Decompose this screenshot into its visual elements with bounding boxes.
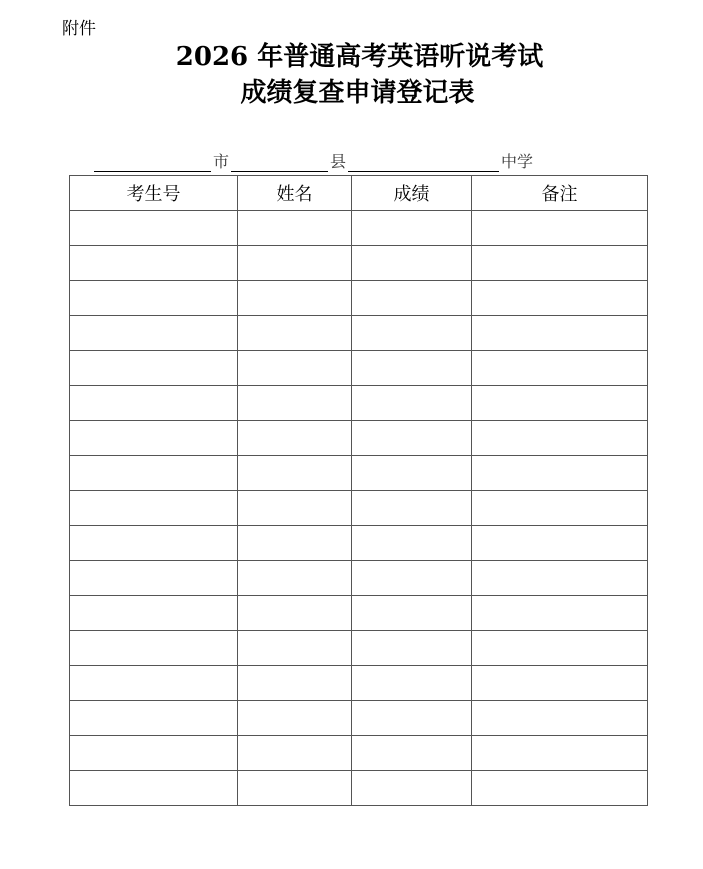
score-cell[interactable] <box>352 701 472 736</box>
score-cell[interactable] <box>352 386 472 421</box>
name-cell[interactable] <box>238 666 352 701</box>
registration-table <box>69 175 648 806</box>
score-cell[interactable] <box>352 666 472 701</box>
city-label: 市 <box>213 152 230 171</box>
remarks-cell[interactable] <box>472 666 648 701</box>
name-cell[interactable] <box>238 631 352 666</box>
score-cell[interactable] <box>352 736 472 771</box>
table-row <box>70 666 648 701</box>
name-cell[interactable] <box>238 596 352 631</box>
table-row <box>70 456 648 491</box>
remarks-cell[interactable] <box>472 561 648 596</box>
exam-number-cell[interactable] <box>70 736 238 771</box>
remarks-cell[interactable] <box>472 771 648 806</box>
table-row <box>70 526 648 561</box>
header-score: 成绩 <box>352 176 472 211</box>
table-row <box>70 281 648 316</box>
exam-number-cell[interactable] <box>70 421 238 456</box>
name-cell[interactable] <box>238 386 352 421</box>
remarks-cell[interactable] <box>472 631 648 666</box>
score-cell[interactable] <box>352 421 472 456</box>
city-blank[interactable] <box>94 151 211 172</box>
remarks-cell[interactable] <box>472 316 648 351</box>
exam-number-cell[interactable] <box>70 316 238 351</box>
score-cell[interactable] <box>352 351 472 386</box>
score-cell[interactable] <box>352 491 472 526</box>
table-row <box>70 211 648 246</box>
table-row <box>70 386 648 421</box>
exam-number-cell[interactable] <box>70 386 238 421</box>
exam-number-cell[interactable] <box>70 456 238 491</box>
name-cell[interactable] <box>238 526 352 561</box>
table-row <box>70 491 648 526</box>
name-cell[interactable] <box>238 456 352 491</box>
name-cell[interactable] <box>238 246 352 281</box>
exam-number-cell[interactable] <box>70 631 238 666</box>
score-cell[interactable] <box>352 316 472 351</box>
table-row <box>70 246 648 281</box>
table-row <box>70 771 648 806</box>
score-cell[interactable] <box>352 771 472 806</box>
remarks-cell[interactable] <box>472 456 648 491</box>
name-cell[interactable] <box>238 491 352 526</box>
exam-number-cell[interactable] <box>70 526 238 561</box>
remarks-cell[interactable] <box>472 491 648 526</box>
remarks-cell[interactable] <box>472 701 648 736</box>
table-row <box>70 736 648 771</box>
remarks-cell[interactable] <box>472 386 648 421</box>
header-exam-number: 考生号 <box>70 176 238 211</box>
score-cell[interactable] <box>352 211 472 246</box>
remarks-cell[interactable] <box>472 421 648 456</box>
score-cell[interactable] <box>352 246 472 281</box>
score-cell[interactable] <box>352 596 472 631</box>
location-fields <box>94 148 535 172</box>
school-blank[interactable] <box>348 151 499 172</box>
school-label: 中学 <box>501 152 534 171</box>
exam-number-cell[interactable] <box>70 596 238 631</box>
table-row <box>70 561 648 596</box>
county-label: 县 <box>330 152 347 171</box>
exam-number-cell[interactable] <box>70 561 238 596</box>
exam-number-cell[interactable] <box>70 281 238 316</box>
name-cell[interactable] <box>238 211 352 246</box>
exam-number-cell[interactable] <box>70 701 238 736</box>
county-blank[interactable] <box>231 151 328 172</box>
table-row <box>70 316 648 351</box>
remarks-cell[interactable] <box>472 596 648 631</box>
score-cell[interactable] <box>352 456 472 491</box>
table-header-row <box>70 176 648 211</box>
table-row <box>70 701 648 736</box>
name-cell[interactable] <box>238 316 352 351</box>
remarks-cell[interactable] <box>472 351 648 386</box>
score-cell[interactable] <box>352 526 472 561</box>
remarks-cell[interactable] <box>472 211 648 246</box>
header-remarks: 备注 <box>472 176 648 211</box>
header-name: 姓名 <box>238 176 352 211</box>
remarks-cell[interactable] <box>472 736 648 771</box>
exam-number-cell[interactable] <box>70 211 238 246</box>
name-cell[interactable] <box>238 701 352 736</box>
remarks-cell[interactable] <box>472 281 648 316</box>
table-row <box>70 351 648 386</box>
exam-number-cell[interactable] <box>70 666 238 701</box>
exam-number-cell[interactable] <box>70 771 238 806</box>
table-row <box>70 631 648 666</box>
document-title-line1: 2026 年普通高考英语听说考试 <box>175 42 544 72</box>
exam-number-cell[interactable] <box>70 351 238 386</box>
name-cell[interactable] <box>238 281 352 316</box>
name-cell[interactable] <box>238 421 352 456</box>
score-cell[interactable] <box>352 631 472 666</box>
table-row <box>70 421 648 456</box>
name-cell[interactable] <box>238 561 352 596</box>
table-row <box>70 596 648 631</box>
remarks-cell[interactable] <box>472 246 648 281</box>
document-title-line2: 成绩复查申请登记表 <box>240 78 475 108</box>
exam-number-cell[interactable] <box>70 491 238 526</box>
name-cell[interactable] <box>238 351 352 386</box>
name-cell[interactable] <box>238 736 352 771</box>
remarks-cell[interactable] <box>472 526 648 561</box>
score-cell[interactable] <box>352 281 472 316</box>
attachment-label: 附件 <box>62 19 96 39</box>
score-cell[interactable] <box>352 561 472 596</box>
exam-number-cell[interactable] <box>70 246 238 281</box>
name-cell[interactable] <box>238 771 352 806</box>
